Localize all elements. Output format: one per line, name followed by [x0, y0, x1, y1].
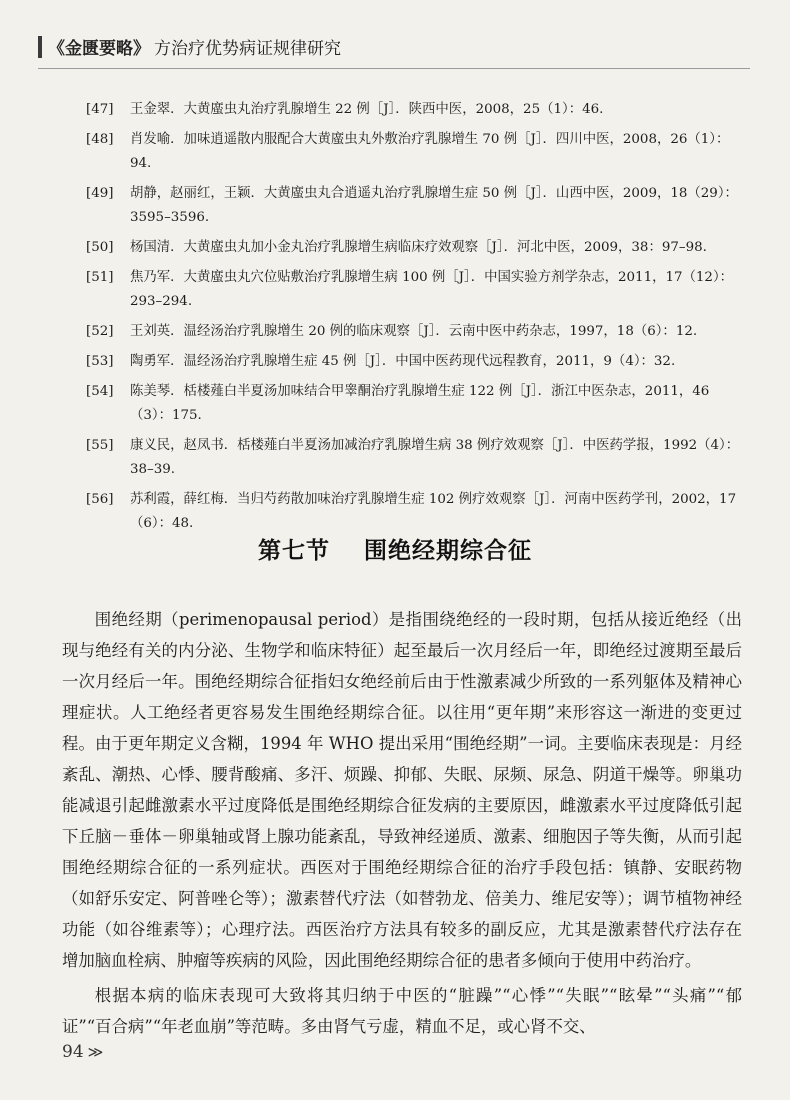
reference-text: 康义民，赵凤书．栝楼薤白半夏汤加减治疗乳腺增生病 38 例疗效观察［J］．中医药学报，1992（4）：38–39. [130, 438, 740, 477]
page-arrow-icon: ≫ [87, 1043, 104, 1061]
reference-item [86, 488, 746, 536]
reference-text: 苏利霞，薛红梅．当归芍药散加味治疗乳腺增生症 102 例疗效观察［J］．河南中医药学刊，2002，17（6）：48. [130, 492, 737, 531]
reference-item [86, 320, 746, 344]
reference-text: 肖发喻．加味逍遥散内服配合大黄䗪虫丸外敷治疗乳腺增生 70 例［J］．四川中医，2008，26（1）：94. [130, 132, 730, 171]
body-text [62, 604, 742, 1046]
reference-number: [54] [86, 384, 114, 399]
running-header [38, 34, 758, 59]
reference-item [86, 266, 746, 314]
header-book-title: 《金匮要略》 [48, 39, 150, 59]
reference-number: [52] [86, 324, 114, 339]
reference-number: [48] [86, 132, 114, 147]
reference-item [86, 380, 746, 428]
reference-text: 王刘英．温经汤治疗乳腺增生 20 例的临床观察［J］．云南中医中药杂志，1997，18（6）：12. [130, 324, 698, 339]
section-number: 第七节 [258, 538, 330, 564]
reference-item [86, 434, 746, 482]
reference-text: 王金翠．大黄䗪虫丸治疗乳腺增生 22 例［J］．陕西中医，2008，25（1）：46. [130, 102, 604, 117]
reference-item [86, 98, 746, 122]
page-footer [62, 1042, 103, 1062]
header-bar-mark [38, 36, 42, 58]
reference-item [86, 128, 746, 176]
page-number: 94 [62, 1042, 84, 1062]
reference-item [86, 350, 746, 374]
reference-text: 杨国清．大黄䗪虫丸加小金丸治疗乳腺增生病临床疗效观察［J］．河北中医，2009，38：97–98. [130, 240, 707, 255]
reference-text: 陈美琴．栝楼薤白半夏汤加味结合甲睾酮治疗乳腺增生症 122 例［J］．浙江中医杂志，2011，46（3）：175. [130, 384, 710, 423]
reference-number: [56] [86, 492, 114, 507]
reference-number: [53] [86, 354, 114, 369]
reference-number: [49] [86, 186, 114, 201]
section-title-text: 围绝经期综合征 [364, 538, 532, 564]
reference-number: [50] [86, 240, 114, 255]
header-subtitle: 方治疗优势病证规律研究 [154, 39, 341, 59]
reference-text: 陶勇军．温经汤治疗乳腺增生症 45 例［J］．中国中医药现代远程教育，2011，9（4）：32. [130, 354, 676, 369]
reference-number: [47] [86, 102, 114, 117]
body-paragraph: 围绝经期（perimenopausal period）是指围绕绝经的一段时期，包括从接近绝经（出现与绝经有关的内分泌、生物学和临床特征）起至最后一次月经后一年，即绝经过渡期至最后一次月经后一年。围绝经期综合征指妇女绝经前后由于性激素减少所致的一系列躯体及精神心理症状。人工绝经者更容易发生围绝经期综合征。以往用“更年期”来形容这一渐进的变更过程。由于更年期定义含糊，1994 年 WHO 提出采用“围绝经期”一词。主要临床表现是：月经紊乱、潮热、心悸、腰背酸痛、多汗、烦躁、抑郁、失眠、尿频、尿急、阴道干燥等。卵巢功能减退引起雌激素水平过度降低是围绝经期综合征发病的主要原因，雌激素水平过度降低引起下丘脑－垂体－卵巢轴或肾上腺功能紊乱，导致神经递质、激素、细胞因子等失衡，从而引起围绝经期综合征的一系列症状。西医对于围绝经期综合征的治疗手段包括：镇静、安眠药物（如舒乐安定、阿普唑仑等）；激素替代疗法（如替勃龙、倍美力、维尼安等）；调节植物神经功能（如谷维素等）；心理疗法。西医治疗方法具有较多的副反应，尤其是激素替代疗法存在增加脑血栓病、肿瘤等疾病的风险，因此围绝经期综合征的患者多倾向于使用中药治疗。 [62, 610, 742, 970]
header-rule [38, 68, 750, 69]
reference-number: [51] [86, 270, 114, 285]
section-heading [0, 532, 790, 565]
reference-text: 焦乃军．大黄䗪虫丸穴位贴敷治疗乳腺增生病 100 例［J］．中国实验方剂学杂志，2011，17（12）：293–294. [130, 270, 734, 309]
reference-item [86, 236, 746, 260]
reference-item [86, 182, 746, 230]
reference-number: [55] [86, 438, 114, 453]
reference-text: 胡静，赵丽红，王颖．大黄䗪虫丸合逍遥丸治疗乳腺增生症 50 例［J］．山西中医，2009，18（29）：3595–3596. [130, 186, 738, 225]
reference-list [86, 98, 746, 542]
body-paragraph: 根据本病的临床表现可大致将其归纳于中医的“脏躁”“心悸”“失眠”“眩晕”“头痛”“郁证”“百合病”“年老血崩”等范畴。多由肾气亏虚，精血不足，或心肾不交、 [62, 986, 742, 1036]
